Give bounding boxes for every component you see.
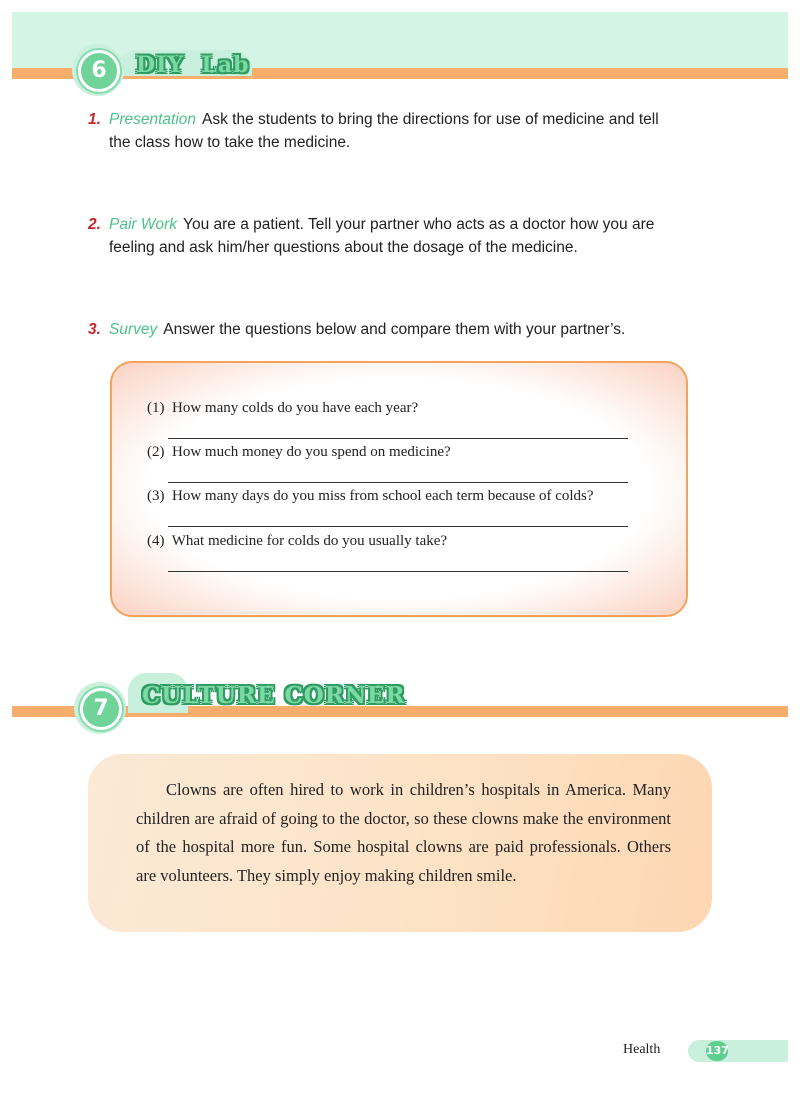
survey-question-3: (3) How many days do you miss from school each term because of colds?	[147, 488, 594, 504]
item-text-continued: the class how to take the medicine.	[109, 134, 351, 151]
item-tag: Survey	[109, 321, 158, 338]
item-number: 3.	[88, 321, 101, 338]
footer-band	[688, 1040, 788, 1062]
diy-item-1	[88, 108, 718, 154]
item-number: 2.	[88, 216, 101, 233]
section-7-number: 7	[80, 688, 122, 730]
section-7-title: CULTURE CORNER	[142, 682, 406, 709]
answer-line-2[interactable]	[168, 482, 628, 483]
item-number: 1.	[88, 111, 101, 128]
survey-question-4: (4) What medicine for colds do you usually take?	[147, 533, 448, 549]
answer-line-3[interactable]	[168, 526, 628, 527]
culture-text: Clowns are often hired to work in children’s hospitals in America. Many children are afraid of going to the doctor, so these clowns make the environment of the hospital more fun. Some hospital clowns are paid professionals. Others are volunteers. They simply enjoy making children smile.	[136, 780, 671, 885]
diy-item-3	[88, 318, 718, 341]
item-text: Answer the questions below and compare them with your partner’s.	[163, 321, 626, 338]
item-text: Ask the students to bring the directions for use of medicine and tell	[202, 111, 659, 128]
item-text: You are a patient. Tell your partner who acts as a doctor how you are	[183, 216, 655, 233]
footer-unit-label: Health	[623, 1042, 661, 1057]
item-tag: Pair Work	[109, 216, 178, 233]
page-number: 137	[706, 1041, 728, 1061]
answer-line-4[interactable]	[168, 571, 628, 572]
section-6-title: DIY Lab	[136, 52, 250, 78]
survey-question-2: (2) How much money do you spend on medicine?	[147, 444, 451, 460]
item-text-continued: feeling and ask him/her questions about the dosage of the medicine.	[109, 239, 578, 256]
section-6-number: 6	[78, 50, 120, 92]
diy-item-2	[88, 213, 718, 259]
answer-line-1[interactable]	[168, 438, 628, 439]
survey-question-1: (1) How many colds do you have each year?	[147, 400, 419, 416]
item-tag: Presentation	[109, 111, 197, 128]
